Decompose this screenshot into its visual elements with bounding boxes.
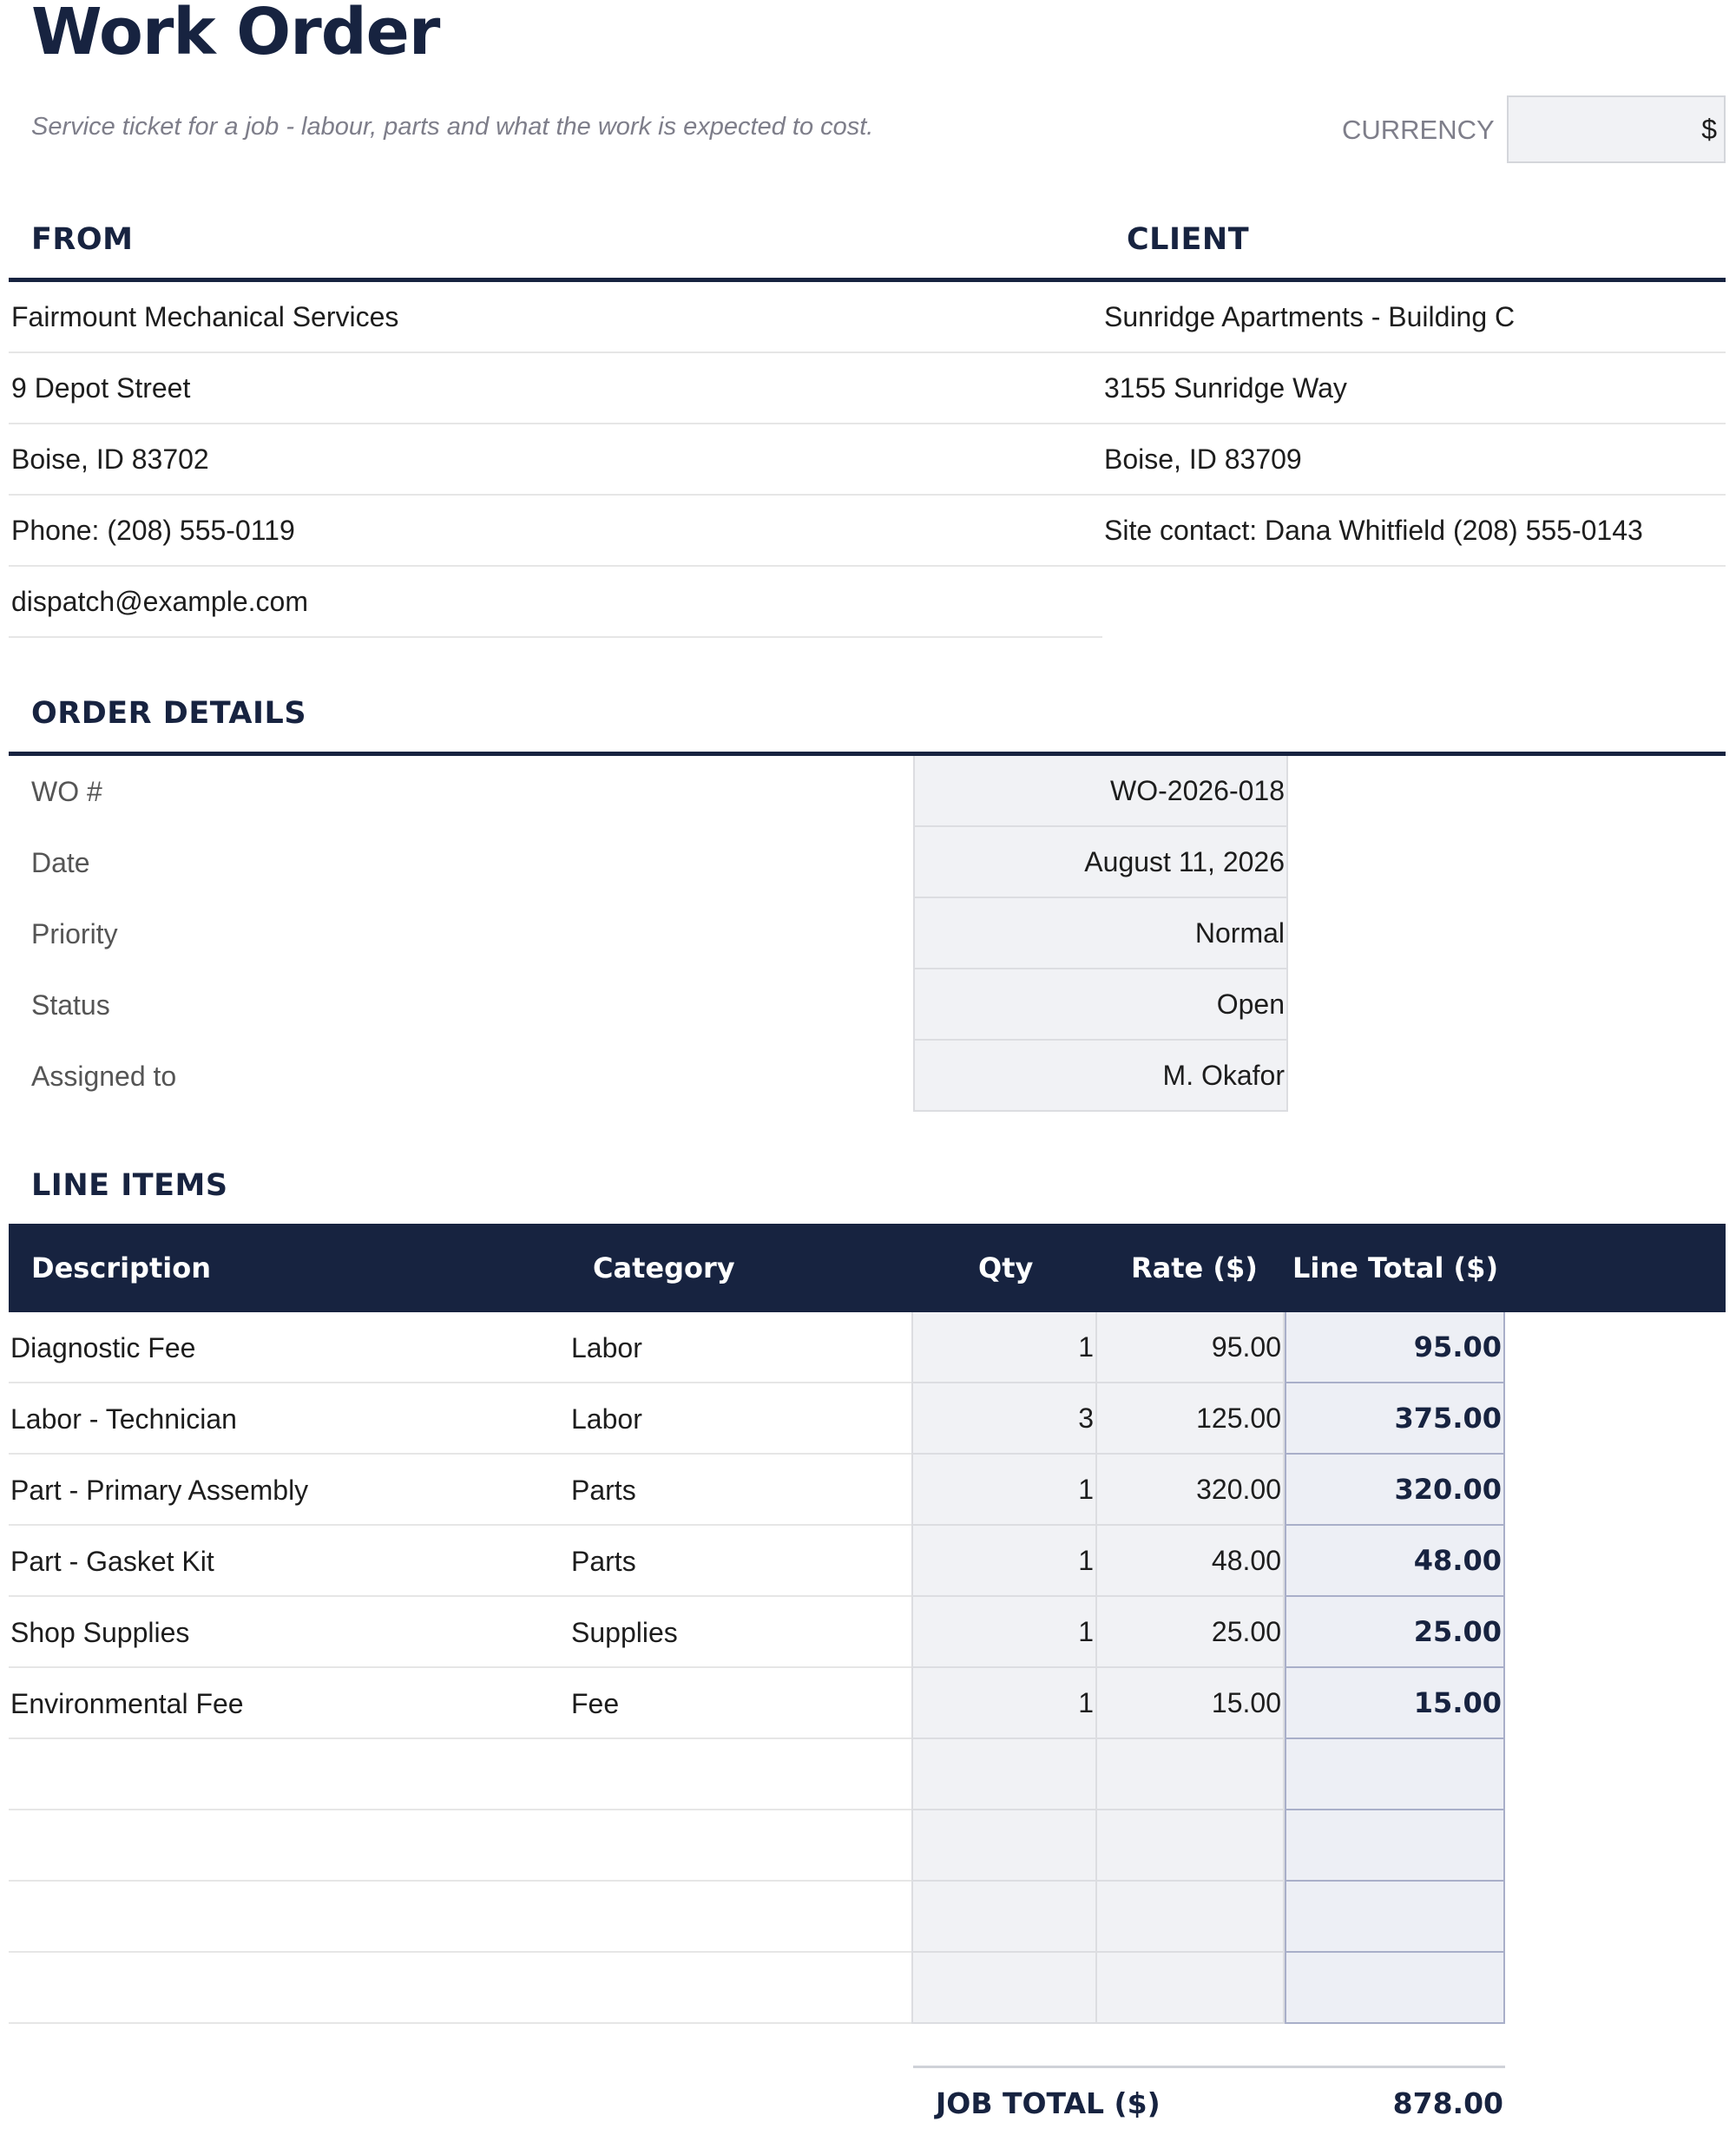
line-total-cell: 15.00 (1285, 1668, 1505, 1739)
line-total-cell: 48.00 (1285, 1526, 1505, 1597)
column-header-description: Description (31, 1251, 211, 1284)
line-total-cell (1285, 1882, 1505, 1953)
column-header-rate: Rate ($) (1131, 1251, 1258, 1284)
rate-cell[interactable]: 48.00 (1097, 1526, 1285, 1597)
description-cell[interactable]: Environmental Fee (10, 1688, 244, 1719)
client-line[interactable]: 3155 Sunridge Way (1102, 353, 1726, 424)
rate-cell[interactable]: 15.00 (1097, 1668, 1285, 1739)
order-details-heading: ORDER DETAILS (31, 696, 307, 731)
rate-cell[interactable]: 320.00 (1097, 1455, 1285, 1526)
table-row[interactable] (9, 1882, 911, 1953)
assigned-to-label: Assigned to (31, 1061, 177, 1092)
from-heading: FROM (31, 222, 134, 257)
description-cell[interactable]: Shop Supplies (10, 1617, 190, 1648)
qty-cell[interactable] (911, 1739, 1097, 1810)
category-cell[interactable]: Fee (571, 1688, 620, 1719)
client-line[interactable]: Boise, ID 83709 (1102, 424, 1726, 496)
description-cell[interactable]: Diagnostic Fee (10, 1332, 196, 1363)
line-total-cell (1285, 1739, 1505, 1810)
wo-number-field[interactable]: WO-2026-018 (913, 756, 1288, 827)
category-cell[interactable]: Labor (571, 1332, 642, 1363)
category-cell[interactable]: Supplies (571, 1617, 678, 1648)
rate-cell[interactable] (1097, 1953, 1285, 2024)
column-header-qty: Qty (978, 1251, 1034, 1284)
status-field[interactable]: Open (913, 969, 1288, 1041)
qty-cell[interactable]: 1 (911, 1455, 1097, 1526)
rate-cell[interactable] (1097, 1882, 1285, 1953)
client-line[interactable]: Sunridge Apartments - Building C (1102, 282, 1726, 353)
qty-cell[interactable] (911, 1882, 1097, 1953)
qty-cell[interactable]: 1 (911, 1597, 1097, 1668)
date-label: Date (31, 847, 90, 878)
rate-cell[interactable] (1097, 1739, 1285, 1810)
job-total-label: JOB TOTAL ($) (936, 2086, 1161, 2120)
currency-label: CURRENCY (1342, 115, 1495, 145)
from-line[interactable]: Fairmount Mechanical Services (9, 282, 1102, 353)
qty-cell[interactable]: 3 (911, 1383, 1097, 1455)
rate-cell[interactable]: 25.00 (1097, 1597, 1285, 1668)
from-line[interactable]: Phone: (208) 555-0119 (9, 496, 1102, 567)
table-row[interactable] (9, 1953, 911, 2024)
from-line[interactable]: Boise, ID 83702 (9, 424, 1102, 496)
column-header-category: Category (593, 1251, 735, 1284)
from-line[interactable]: dispatch@example.com (9, 567, 1102, 638)
page-title: Work Order (31, 0, 440, 69)
job-total-rule (913, 2066, 1505, 2068)
description-cell[interactable]: Part - Primary Assembly (10, 1475, 309, 1506)
rate-cell[interactable] (1097, 1810, 1285, 1882)
line-total-cell (1285, 1810, 1505, 1882)
wo-number-label: WO # (31, 776, 102, 807)
qty-cell[interactable] (911, 1810, 1097, 1882)
page-subtitle: Service ticket for a job - labour, parts and what the work is expected to cost. (31, 113, 874, 141)
rate-cell[interactable]: 95.00 (1097, 1312, 1285, 1383)
table-row[interactable] (9, 1810, 911, 1882)
qty-cell[interactable]: 1 (911, 1526, 1097, 1597)
job-total-value: 878.00 (1392, 2086, 1503, 2120)
rate-cell[interactable]: 125.00 (1097, 1383, 1285, 1455)
client-line[interactable]: Site contact: Dana Whitfield (208) 555-0143 (1102, 496, 1726, 567)
client-heading: CLIENT (1127, 222, 1250, 257)
line-total-cell: 320.00 (1285, 1455, 1505, 1526)
currency-value: $ (1701, 113, 1717, 145)
table-row[interactable] (9, 1739, 911, 1810)
line-total-cell: 95.00 (1285, 1312, 1505, 1383)
order-details-rule (9, 752, 1726, 756)
column-header-line-total: Line Total ($) (1292, 1251, 1499, 1284)
status-label: Status (31, 989, 110, 1021)
priority-label: Priority (31, 918, 118, 949)
line-total-cell: 25.00 (1285, 1597, 1505, 1668)
from-line[interactable]: 9 Depot Street (9, 353, 1102, 424)
line-total-cell (1285, 1953, 1505, 2024)
qty-cell[interactable]: 1 (911, 1312, 1097, 1383)
category-cell[interactable]: Parts (571, 1475, 636, 1506)
currency-field[interactable] (1507, 95, 1726, 163)
description-cell[interactable]: Labor - Technician (10, 1403, 237, 1435)
description-cell[interactable]: Part - Gasket Kit (10, 1546, 214, 1577)
line-total-cell: 375.00 (1285, 1383, 1505, 1455)
qty-cell[interactable]: 1 (911, 1668, 1097, 1739)
qty-cell[interactable] (911, 1953, 1097, 2024)
line-items-heading: LINE ITEMS (31, 1168, 228, 1203)
category-cell[interactable]: Labor (571, 1403, 642, 1435)
priority-field[interactable]: Normal (913, 898, 1288, 969)
category-cell[interactable]: Parts (571, 1546, 636, 1577)
date-field[interactable]: August 11, 2026 (913, 827, 1288, 898)
assigned-to-field[interactable]: M. Okafor (913, 1041, 1288, 1112)
